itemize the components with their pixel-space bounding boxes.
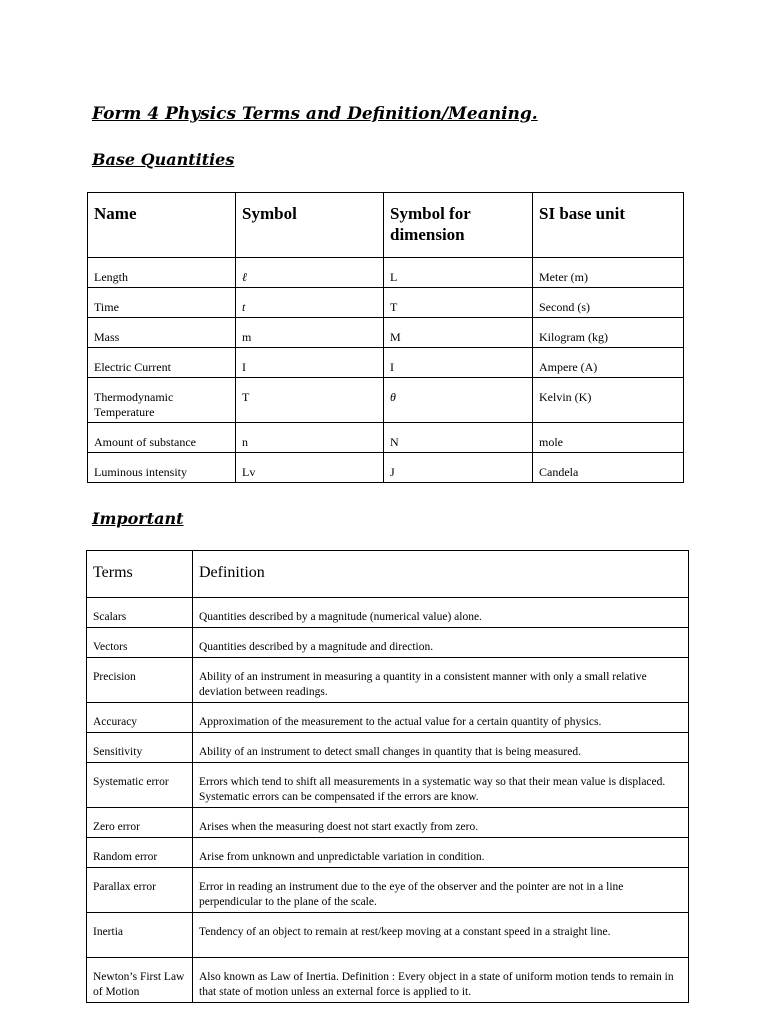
term: Zero error	[87, 808, 193, 838]
quantity-unit: Meter (m)	[533, 258, 684, 288]
quantity-unit: Kilogram (kg)	[533, 318, 684, 348]
table-row	[88, 288, 684, 318]
quantity-name: Electric Current	[88, 348, 236, 378]
table-row	[87, 628, 689, 658]
quantity-dimension: M	[384, 318, 533, 348]
table-row	[87, 598, 689, 628]
base-quantities-table	[87, 192, 684, 483]
quantity-name: Length	[88, 258, 236, 288]
table-row	[87, 838, 689, 868]
table-row	[88, 318, 684, 348]
term: Newton’s First Law of Motion	[87, 958, 193, 1003]
important-terms-table	[86, 550, 689, 1003]
table-row	[88, 258, 684, 288]
quantity-unit: Second (s)	[533, 288, 684, 318]
quantity-name: Amount of substance	[88, 423, 236, 453]
term: Precision	[87, 658, 193, 703]
quantity-name: Luminous intensity	[88, 453, 236, 483]
base-quantities-heading: Base Quantities	[92, 150, 235, 169]
quantity-symbol: I	[236, 348, 384, 378]
column-header-dimension: Symbol for dimension	[384, 193, 533, 258]
quantity-dimension: L	[384, 258, 533, 288]
quantity-dimension: θ	[384, 378, 533, 423]
quantity-name: Time	[88, 288, 236, 318]
quantity-unit: Candela	[533, 453, 684, 483]
document-title: Form 4 Physics Terms and Definition/Meaning.	[92, 104, 538, 124]
definition: Error in reading an instrument due to the eye of the observer and the pointer are not in a line perpendicular to the plane of the scale.	[193, 868, 689, 913]
table-row	[88, 348, 684, 378]
table-row	[87, 958, 689, 1003]
important-heading: Important	[92, 509, 184, 528]
column-header-definition: Definition	[193, 551, 689, 598]
definition: Quantities described by a magnitude (numerical value) alone.	[193, 598, 689, 628]
table-row	[88, 423, 684, 453]
quantity-unit: mole	[533, 423, 684, 453]
quantity-dimension: I	[384, 348, 533, 378]
quantity-dimension: N	[384, 423, 533, 453]
definition: Approximation of the measurement to the actual value for a certain quantity of physics.	[193, 703, 689, 733]
definition: Arises when the measuring doest not start exactly from zero.	[193, 808, 689, 838]
column-header-terms: Terms	[87, 551, 193, 598]
table-row	[87, 868, 689, 913]
term: Random error	[87, 838, 193, 868]
term: Vectors	[87, 628, 193, 658]
term: Systematic error	[87, 763, 193, 808]
term: Sensitivity	[87, 733, 193, 763]
definition: Quantities described by a magnitude and direction.	[193, 628, 689, 658]
term: Inertia	[87, 913, 193, 958]
quantity-symbol: Lv	[236, 453, 384, 483]
definition: Ability of an instrument to detect small changes in quantity that is being measured.	[193, 733, 689, 763]
quantity-name: Thermodynamic Temperature	[88, 378, 236, 423]
table-row	[87, 763, 689, 808]
quantity-dimension: T	[384, 288, 533, 318]
quantity-symbol: m	[236, 318, 384, 348]
definition: Tendency of an object to remain at rest/keep moving at a constant speed in a straight line.	[193, 913, 689, 958]
table-row	[87, 913, 689, 958]
table-row	[87, 703, 689, 733]
table-row	[88, 378, 684, 423]
term: Accuracy	[87, 703, 193, 733]
quantity-name: Mass	[88, 318, 236, 348]
definition: Arise from unknown and unpredictable variation in condition.	[193, 838, 689, 868]
column-header-name: Name	[88, 193, 236, 258]
quantity-symbol: ℓ	[236, 258, 384, 288]
term: Parallax error	[87, 868, 193, 913]
quantity-symbol: n	[236, 423, 384, 453]
table-row	[87, 808, 689, 838]
column-header-unit: SI base unit	[533, 193, 684, 258]
quantity-symbol: T	[236, 378, 384, 423]
definition: Errors which tend to shift all measurements in a systematic way so that their mean value is displaced. Systematic errors can be compensated if the errors are know.	[193, 763, 689, 808]
quantity-unit: Ampere (A)	[533, 348, 684, 378]
quantity-unit: Kelvin (K)	[533, 378, 684, 423]
table-row	[88, 453, 684, 483]
table-header-row	[87, 551, 689, 598]
table-row	[87, 658, 689, 703]
term: Scalars	[87, 598, 193, 628]
table-header-row	[88, 193, 684, 258]
table-row	[87, 733, 689, 763]
definition: Also known as Law of Inertia. Definition : Every object in a state of uniform motion tends to remain in that state of motion unless an external force is applied to it.	[193, 958, 689, 1003]
definition: Ability of an instrument in measuring a quantity in a consistent manner with only a small relative deviation between readings.	[193, 658, 689, 703]
column-header-symbol: Symbol	[236, 193, 384, 258]
quantity-symbol: t	[236, 288, 384, 318]
quantity-dimension: J	[384, 453, 533, 483]
